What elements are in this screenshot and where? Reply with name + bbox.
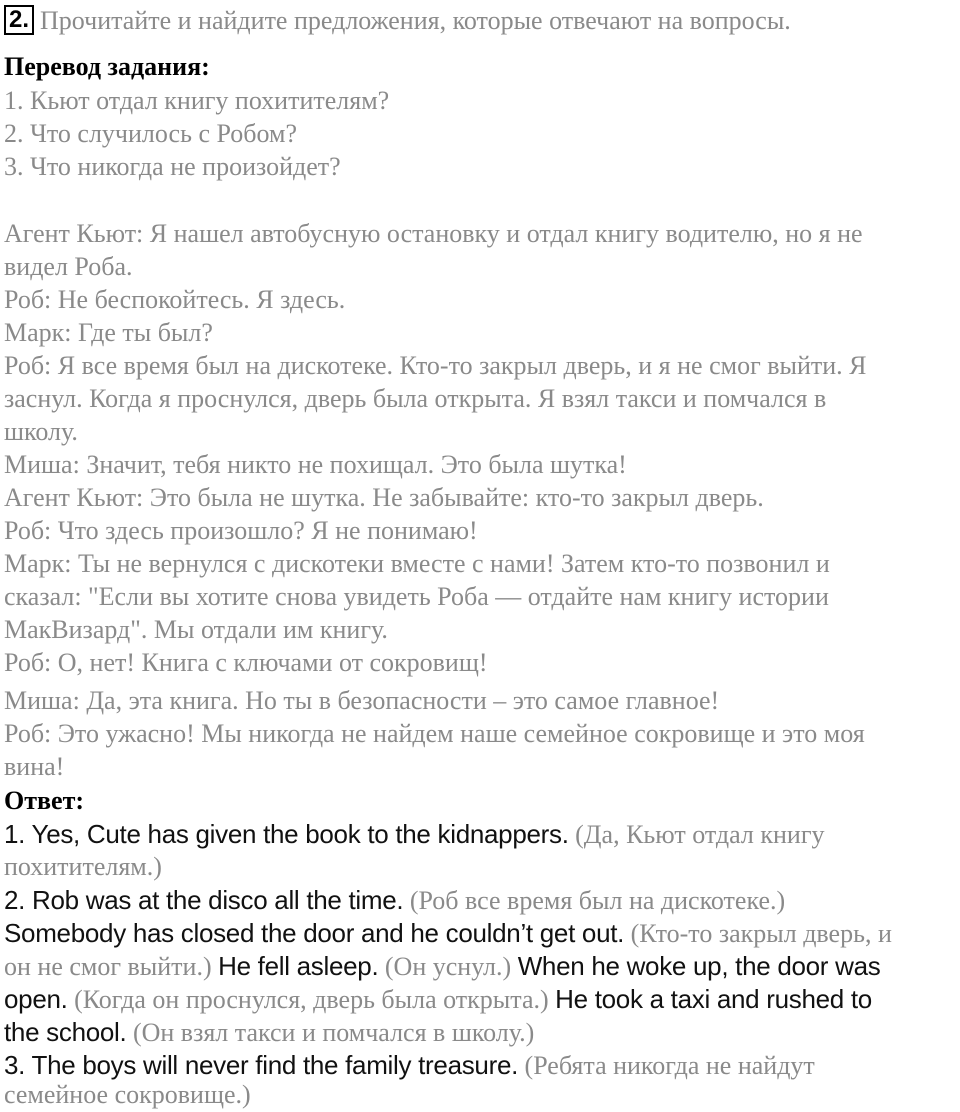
- dialogue-line: Роб: О, нет! Книга с ключами от сокровищ!: [4, 648, 488, 677]
- answer-2-line-5: [4, 1015, 534, 1049]
- answer-1-english: 1. Yes, Cute has given the book to the kidnappers.: [4, 819, 569, 849]
- answer-2e-translation: (Он взял такси и помчался в школу.): [132, 1018, 535, 1047]
- dialogue-line: видел Роба.: [4, 252, 133, 281]
- question-3: 3. Что никогда не произойдет?: [4, 152, 341, 181]
- answer-2-line-2: [4, 916, 892, 950]
- dialogue-line: Миша: Значит, тебя никто не похищал. Это была шутка!: [4, 450, 627, 479]
- question-1: 1. Кьют отдал книгу похитителям?: [4, 86, 390, 115]
- answer-2c-english: He fell asleep.: [218, 951, 379, 981]
- dialogue-line: вина!: [4, 752, 65, 781]
- dialogue-line: Марк: Где ты был?: [4, 318, 213, 347]
- answer-2b-translation-cont: он не смог выйти.): [4, 952, 212, 981]
- dialogue-line: Роб: Я все время был на дискотеке. Кто-то закрыл дверь, и я не смог выйти. Я: [4, 351, 867, 380]
- answer-2b-translation: (Кто-то закрыл дверь, и: [630, 919, 892, 948]
- dialogue-line: Агент Кьют: Я нашел автобусную остановку и отдал книгу водителю, но я не: [4, 219, 863, 248]
- answer-2d-english-cont: open.: [4, 984, 68, 1014]
- answer-1-translation-cont: похитителям.): [4, 852, 162, 881]
- dialogue-line: Марк: Ты не вернулся с дискотеки вместе с нами! Затем кто-то позвонил и: [4, 549, 830, 578]
- translation-heading: Перевод задания:: [4, 52, 210, 81]
- answer-3-english: 3. The boys will never find the family treasure.: [4, 1050, 519, 1080]
- dialogue-line: Миша: Да, эта книга. Но ты в безопасности – это самое главное!: [4, 686, 720, 715]
- dialogue-line: Агент Кьют: Это была не шутка. Не забывайте: кто-то закрыл дверь.: [4, 483, 764, 512]
- answer-2e-english-cont: the school.: [4, 1017, 127, 1047]
- answer-2: [4, 883, 785, 917]
- answer-3-translation: (Ребята никогда не найдут: [524, 1051, 815, 1080]
- answer-2-line-4: [4, 982, 872, 1016]
- answer-2-english: 2. Rob was at the disco all the time.: [4, 885, 404, 915]
- answer-2b-english: Somebody has closed the door and he couldn’t get out.: [4, 918, 625, 948]
- task-number-badge: 2.: [4, 5, 34, 35]
- dialogue-line: сказал: "Если вы хотите снова увидеть Роба — отдайте нам книгу истории: [4, 582, 829, 611]
- answer-2-line-3: [4, 949, 880, 983]
- task-instruction: Прочитайте и найдите предложения, которые отвечают на вопросы.: [40, 6, 791, 35]
- answer-3: [4, 1048, 815, 1082]
- dialogue-line: Роб: Не беспокойтесь. Я здесь.: [4, 285, 346, 314]
- answer-1: [4, 817, 825, 851]
- answer-2e-english: He took a taxi and rushed to: [555, 984, 872, 1014]
- answer-heading: Ответ:: [4, 786, 85, 815]
- question-2: 2. Что случилось с Робом?: [4, 119, 298, 148]
- dialogue-line: МакВизард". Мы отдали им книгу.: [4, 615, 388, 644]
- dialogue-line: Роб: Это ужасно! Мы никогда не найдем наше семейное сокровище и это моя: [4, 719, 865, 748]
- answer-2-translation: (Роб все время был на дискотеке.): [409, 886, 786, 915]
- answer-3-translation-cont: семейное сокровище.): [4, 1080, 251, 1109]
- answer-2d-english: When he woke up, the door was: [517, 951, 881, 981]
- answer-2d-translation: (Когда он проснулся, дверь была открыта.): [74, 985, 549, 1014]
- dialogue-line: школу.: [4, 417, 78, 446]
- dialogue-line: заснул. Когда я проснулся, дверь была открыта. Я взял такси и помчался в: [4, 384, 827, 413]
- task-header: [4, 4, 791, 38]
- answer-1-translation: (Да, Кьют отдал книгу: [575, 820, 825, 849]
- answer-2c-translation: (Он уснул.): [384, 952, 512, 981]
- dialogue-line: Роб: Что здесь произошло? Я не понимаю!: [4, 516, 478, 545]
